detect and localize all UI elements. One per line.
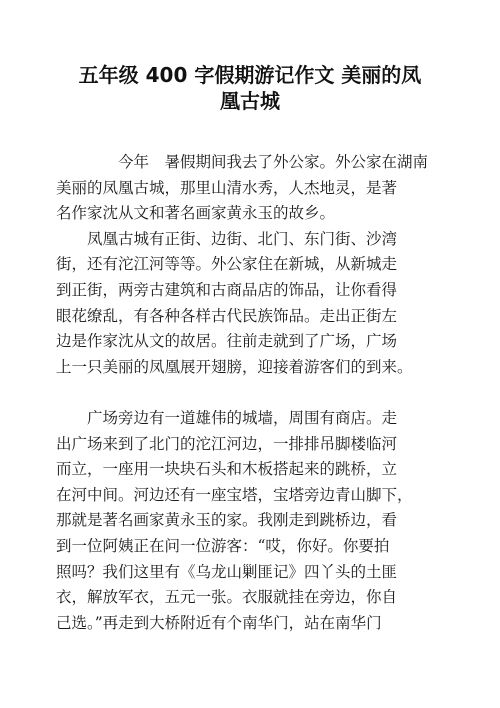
text-line: 今年 暑假期间我去了外公家。外公家在湖南 [118,153,429,171]
text-line: 照吗？我们这里有《乌龙山剿匪记》四丫头的土匪 [56,562,398,581]
text-line: 衣，解放军衣，五元一张。衣服就挂在旁边，你自 [56,588,398,607]
text-line: 己选。”再走到大桥附近有个南华门，站在南华门 [56,613,382,632]
text-line: 到一位阿姨正在问一位游客：“哎，你好。你要拍 [56,536,390,555]
text-line: 边是作家沈从文的故居。往前走就到了广场，广场 [56,332,398,351]
paragraph-1 [56,150,437,227]
text-line: 街，还有沱江河等等。外公家住在新城，从新城走 [56,255,398,274]
text-line: 凤凰古城有正街、边街、北门、东门街、沙湾 [87,229,398,248]
title-line: 五年级 400 字假期游记作文 美丽的凤 [78,63,422,87]
paragraph-3 [56,406,437,636]
document-title [60,62,440,114]
text-line: 名作家沈从文和著名画家黄永玉的故乡。 [56,204,336,223]
text-line: 到正街，两旁古建筑和古商品店的饰品，让你看得 [56,280,398,299]
paragraph-spacer [87,380,437,406]
text-line: 出广场来到了北门的沱江河边，一排排吊脚楼临河 [56,434,398,453]
text-line: 上一只美丽的凤凰展开翅膀，迎接着游客们的到来。 [56,357,413,376]
article-body [56,150,437,636]
text-line: 而立，一座用一块块石头和木板搭起来的跳桥，立 [56,460,398,479]
text-line: 广场旁边有一道雄伟的城墙，周围有商店。走 [87,408,398,427]
text-line: 那就是著名画家黄永玉的家。我刚走到跳桥边，看 [56,511,398,530]
text-line: 在河中间。河边还有一座宝塔，宝塔旁边青山脚下， [56,485,413,504]
paragraph-2 [56,227,437,381]
title-line: 凰古城 [220,89,280,113]
text-line: 眼花缭乱，有各种各样古代民族饰品。走出正街左 [56,306,398,325]
text-line: 美丽的凤凰古城，那里山清水秀，人杰地灵，是著 [56,178,398,197]
